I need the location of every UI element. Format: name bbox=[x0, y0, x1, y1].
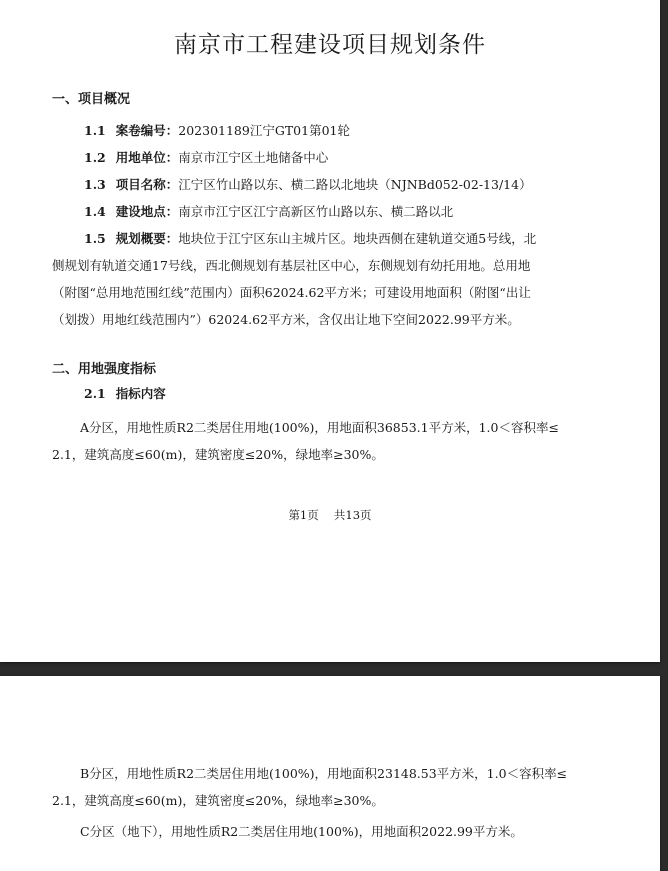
item-number: 1.1 bbox=[84, 123, 106, 138]
zone-a-line-2: 2.1，建筑高度≤60(m)，建筑密度≤20%，绿地率≥30%。 bbox=[52, 447, 384, 462]
summary-line-3: （附图“总用地范围红线”范围内）面积62024.62平方米；可建设用地面积（附图“出让 bbox=[52, 285, 531, 300]
document-page-2 bbox=[0, 676, 660, 871]
summary-line-4: （划拨）用地红线范围内”）62024.62平方米，含仅出让地下空间2022.99平方米。 bbox=[52, 312, 520, 327]
zone-c-line: C分区（地下），用地性质R2二类居住用地(100%)，用地面积2022.99平方米。 bbox=[80, 824, 523, 839]
item-land-unit bbox=[84, 148, 328, 166]
item-project-name bbox=[84, 175, 532, 193]
item-value: 202301189江宁GT01第01轮 bbox=[178, 123, 350, 138]
item-label: 案卷编号： bbox=[115, 123, 179, 138]
item-location bbox=[84, 202, 453, 220]
item-planning-summary bbox=[84, 229, 536, 247]
summary-line-1: 地块位于江宁区东山主城片区。地块西侧在建轨道交通5号线，北 bbox=[178, 231, 537, 246]
zone-a-line-1: A分区，用地性质R2二类居住用地(100%)，用地面积36853.1平方米，1.0＜容积率≤ bbox=[80, 420, 559, 435]
item-value: 南京市江宁区土地储备中心 bbox=[178, 150, 329, 165]
subsection-label: 指标内容 bbox=[115, 386, 166, 401]
document-title: 南京市工程建设项目规划条件 bbox=[174, 32, 486, 58]
subsection-number: 2.1 bbox=[84, 386, 106, 401]
item-number: 1.3 bbox=[84, 177, 106, 192]
zone-b-line-2: 2.1，建筑高度≤60(m)，建筑密度≤20%，绿地率≥30%。 bbox=[52, 793, 384, 808]
section-heading-overview: 一、项目概况 bbox=[52, 92, 131, 107]
item-number: 1.2 bbox=[84, 150, 106, 165]
item-case-number bbox=[84, 121, 350, 139]
section-heading-intensity: 二、用地强度指标 bbox=[52, 362, 157, 377]
zone-b-line-1: B分区，用地性质R2二类居住用地(100%)，用地面积23148.53平方米，1.0＜容积率≤ bbox=[80, 766, 568, 781]
page-footer: 第1页 共13页 bbox=[288, 508, 372, 522]
item-value: 南京市江宁区江宁高新区竹山路以东、横二路以北 bbox=[178, 204, 454, 219]
subsection-heading-indicators bbox=[84, 384, 166, 402]
item-label: 规划概要： bbox=[115, 231, 179, 246]
watermark-logo: KS 大众新闻 bbox=[8, 853, 70, 866]
item-label: 项目名称： bbox=[115, 177, 179, 192]
summary-line-2: 侧规划有轨道交通17号线，西北侧规划有基层社区中心，东侧规划有幼托用地。总用地 bbox=[52, 258, 531, 273]
item-label: 建设地点： bbox=[115, 204, 179, 219]
item-number: 1.5 bbox=[84, 231, 106, 246]
item-value: 江宁区竹山路以东、横二路以北地块（NJNBd052-02-13/14） bbox=[178, 177, 532, 192]
item-label: 用地单位： bbox=[115, 150, 179, 165]
item-number: 1.4 bbox=[84, 204, 106, 219]
